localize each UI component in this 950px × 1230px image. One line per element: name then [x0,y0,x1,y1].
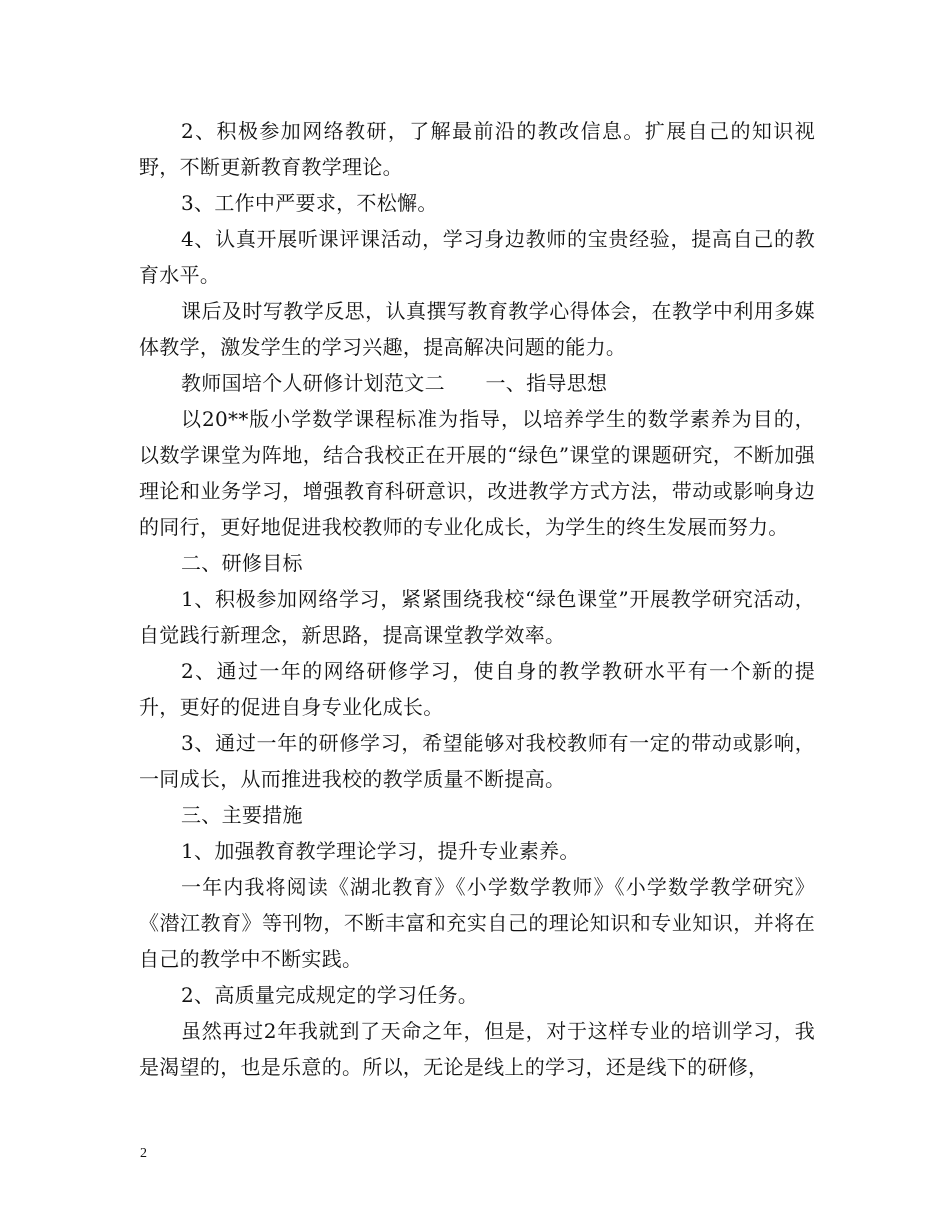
paragraph: 以20**版小学数学课程标准为指导，以培养学生的数学素养为目的，以数学课堂为阵地，结合我校正在开展的“绿色”课堂的课题研究，不断加强理论和业务学习，增强教育科研意识，改进教学方式方法，带动或影响身边的同行，更好地促进我校教师的专业化成长，为学生的终生发展而努力。 [139,407,815,539]
paragraph: 2、通过一年的网络研修学习，使自身的教学教研水平有一个新的提升，更好的促进自身专业化成长。 [139,659,815,719]
paragraph: 3、工作中严要求，不松懈。 [181,191,438,215]
page-number: 2 [140,1146,147,1161]
paragraph: 3、通过一年的研修学习，希望能够对我校教师有一定的带动或影响，一同成长，从而推进我校的教学质量不断提高。 [139,731,815,791]
paragraph: 4、认真开展听课评课活动，学习身边教师的宝贵经验，提高自己的教育水平。 [139,227,815,287]
paragraph: 2、高质量完成规定的学习任务。 [181,983,479,1007]
paragraph: 一年内我将阅读《湖北教育》《小学数学教师》《小学数学教学研究》《潜江教育》等刊物，不断丰富和充实自己的理论知识和专业知识，并将在自己的教学中不断实践。 [139,875,815,971]
paragraph: 课后及时写教学反思，认真撰写教育教学心得体会，在教学中利用多媒体教学，激发学生的学习兴趣，提高解决问题的能力。 [139,299,815,359]
section-heading: 教师国培个人研修计划范文二 一、指导思想 [181,371,608,395]
document-body [139,113,815,1085]
section-heading: 二、研修目标 [181,551,303,575]
paragraph: 1、加强教育教学理论学习，提升专业素养。 [181,839,580,863]
paragraph: 2、积极参加网络教研，了解最前沿的教改信息。扩展自己的知识视野，不断更新教育教学理论。 [139,119,815,179]
section-heading: 三、主要措施 [181,803,303,827]
paragraph: 1、积极参加网络学习，紧紧围绕我校“绿色课堂”开展教学研究活动，自觉践行新理念，新思路，提高课堂教学效率。 [139,587,815,647]
paragraph: 虽然再过2年我就到了天命之年，但是，对于这样专业的培训学习，我是渴望的，也是乐意的。所以，无论是线上的学习，还是线下的研修， [139,1019,815,1079]
